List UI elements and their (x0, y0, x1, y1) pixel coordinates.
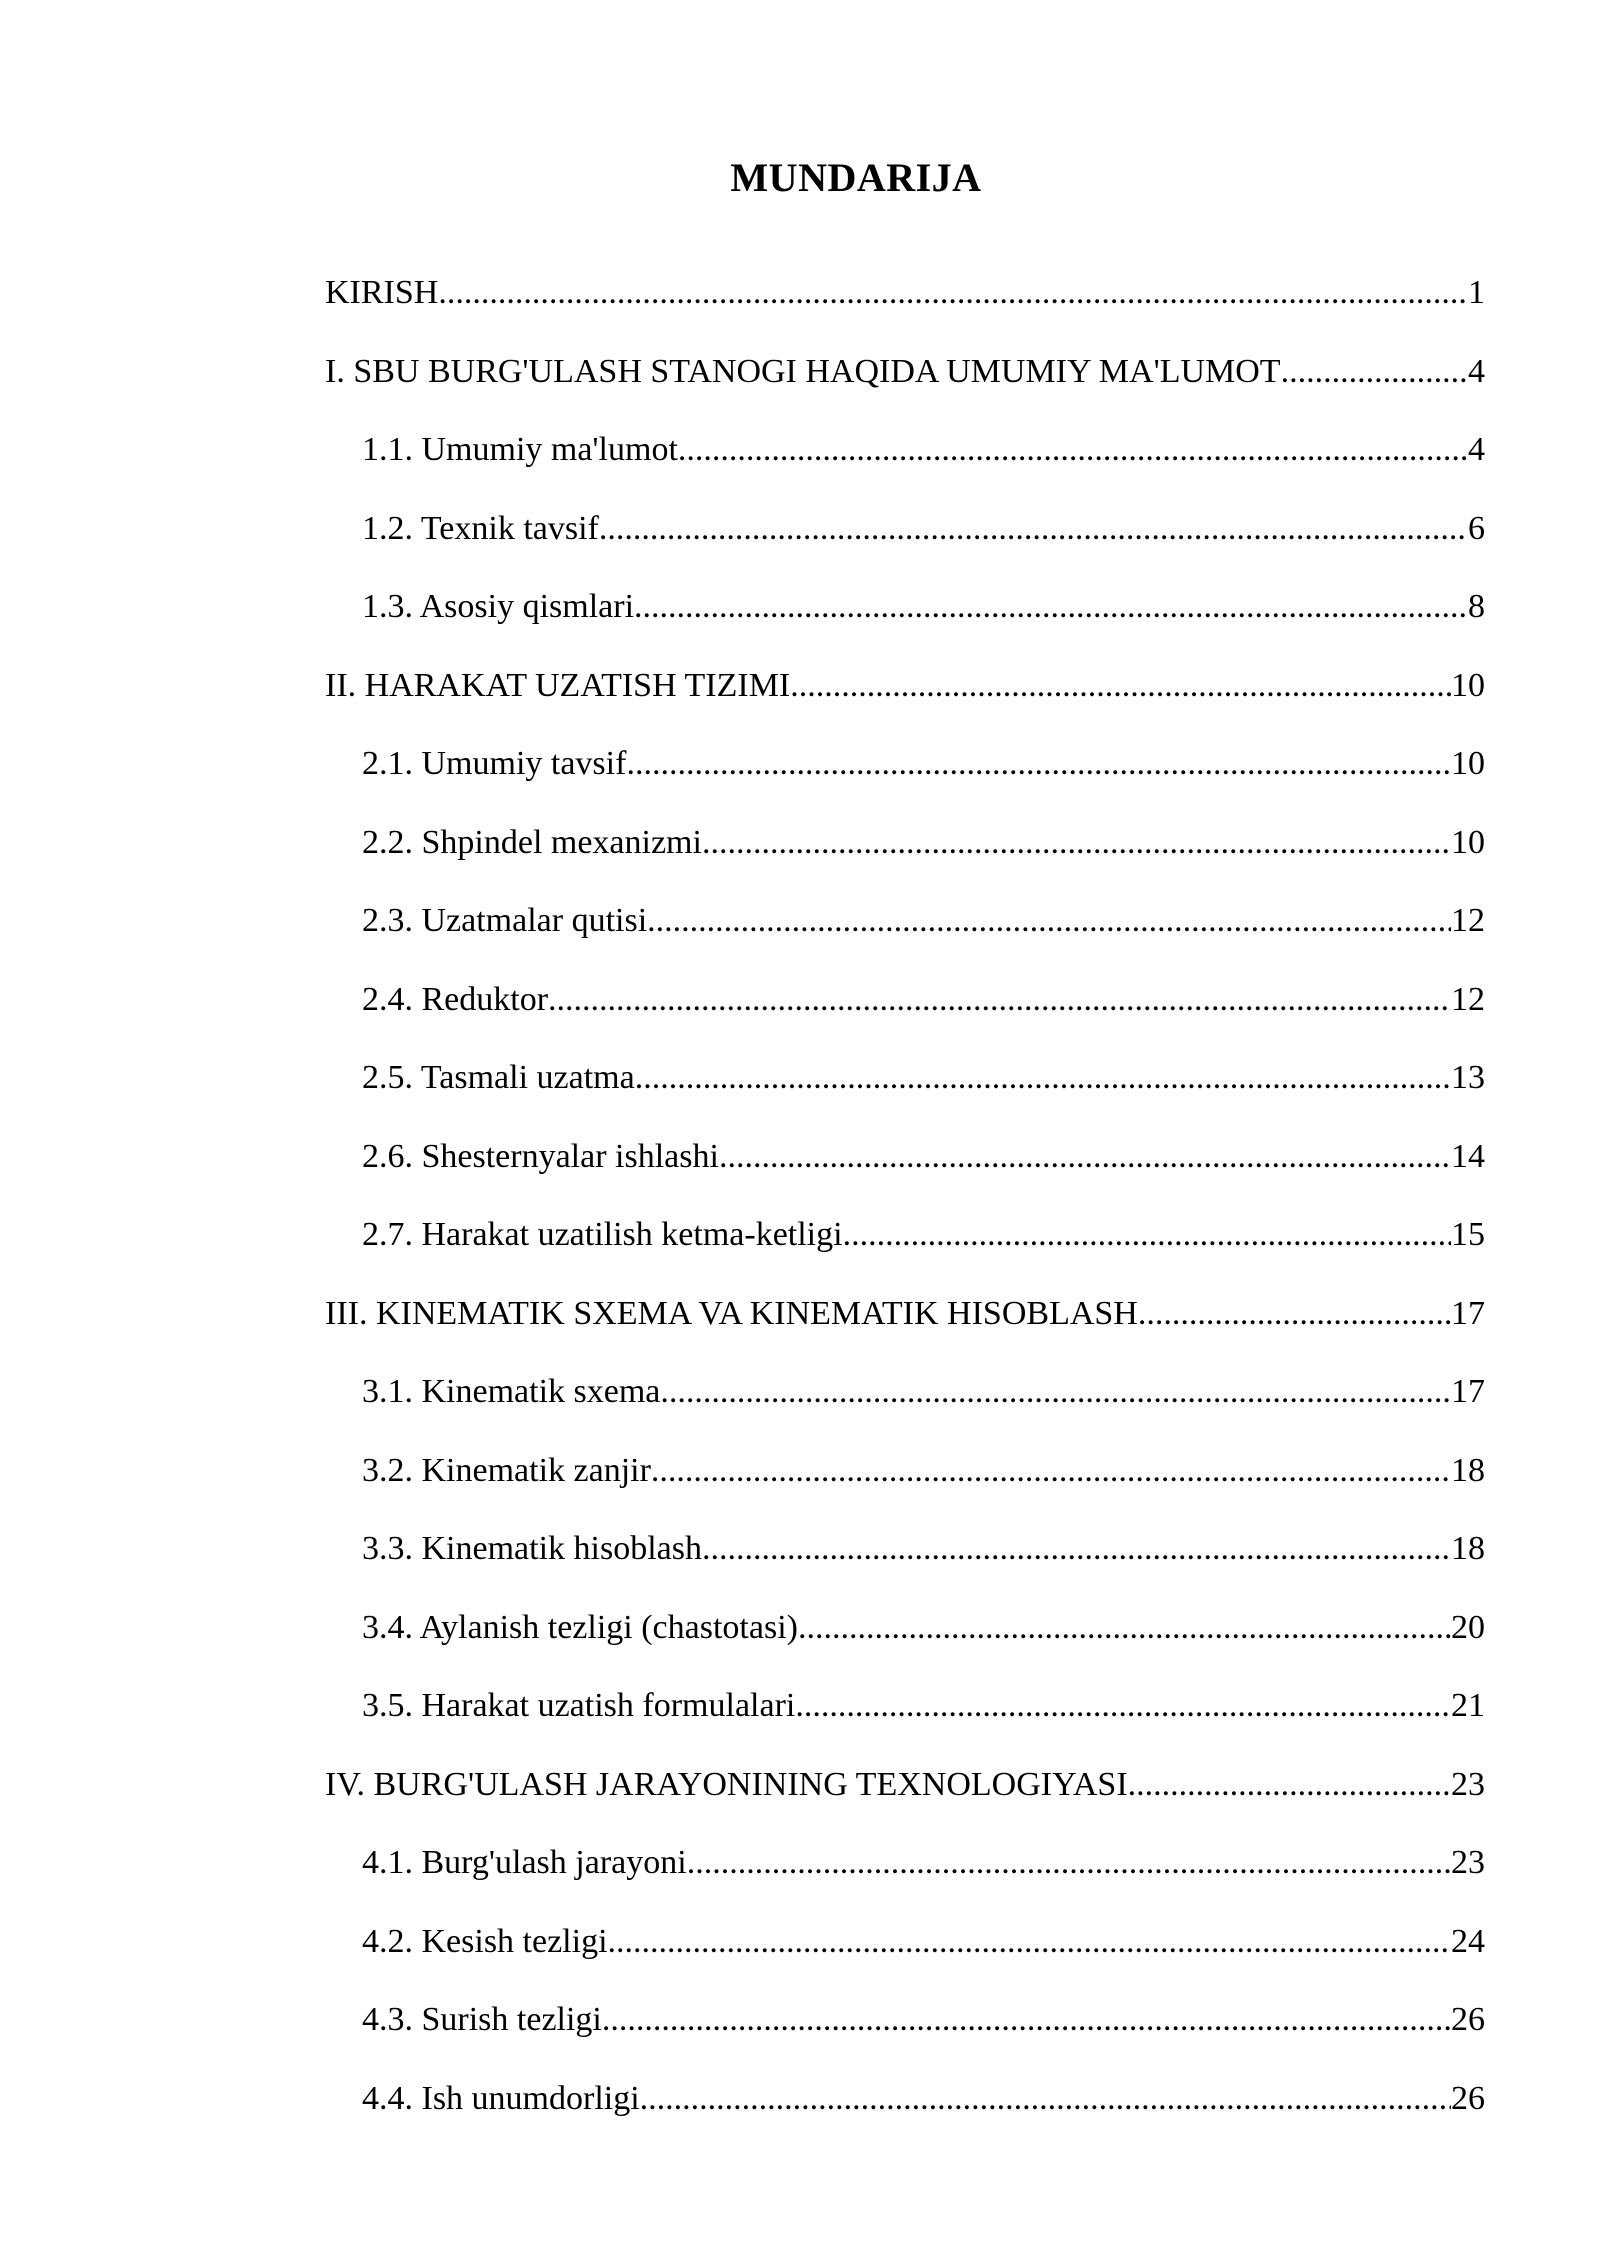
toc-entry-label: I. SBU BURG'ULASH STANOGI HAQIDA UMUMIY MA'LUMOT (325, 352, 1281, 390)
toc-entry-label: 2.5. Tasmali uzatma (362, 1059, 635, 1097)
toc-dot-leader (702, 823, 1451, 863)
toc-entry[interactable] (325, 254, 1485, 333)
toc-entry[interactable] (325, 490, 1485, 569)
toc-entry[interactable] (325, 333, 1485, 412)
toc-entry[interactable] (325, 568, 1485, 647)
toc-entry-label: 2.2. Shpindel mexanizmi (362, 823, 702, 861)
toc-dot-leader (790, 666, 1451, 706)
toc-dot-leader (548, 980, 1451, 1020)
toc-entry-label: 3.5. Harakat uzatish formulalari (362, 1687, 796, 1725)
toc-entry-page-number: 10 (1451, 745, 1485, 783)
toc-entry-page-number: 26 (1451, 2079, 1485, 2117)
toc-entry-label: 3.1. Kinematik sxema (362, 1373, 661, 1411)
toc-entry-page-number: 23 (1451, 1844, 1485, 1882)
toc-dot-leader (1281, 352, 1468, 392)
toc-entry-page-number: 1 (1468, 274, 1485, 312)
toc-dot-leader (626, 744, 1451, 784)
toc-entry-label: 3.3. Kinematik hisoblash (362, 1530, 702, 1568)
toc-entry-page-number: 13 (1451, 1059, 1485, 1097)
toc-entry-page-number: 12 (1451, 980, 1485, 1018)
toc-entry-label: II. HARAKAT UZATISH TIZIMI (325, 666, 791, 704)
toc-dot-leader (843, 1215, 1451, 1255)
toc-entry-page-number: 21 (1451, 1687, 1485, 1725)
toc-entry-label: 3.4. Aylanish tezligi (chastotasi) (362, 1608, 798, 1646)
toc-dot-leader (795, 1686, 1451, 1726)
toc-dot-leader (602, 2000, 1451, 2040)
toc-entry-label: 1.2. Texnik tavsif (362, 509, 599, 547)
toc-dot-leader (660, 1372, 1451, 1412)
page-title: MUNDARIJA (730, 155, 982, 200)
toc-entry[interactable] (325, 1903, 1485, 1982)
toc-entry-page-number: 14 (1451, 1137, 1485, 1175)
toc-dot-leader (599, 509, 1468, 549)
toc-dot-leader (687, 1843, 1451, 1883)
toc-entry-page-number: 15 (1451, 1216, 1485, 1254)
toc-entry[interactable] (325, 882, 1485, 961)
toc-entry[interactable] (325, 1432, 1485, 1511)
toc-entry-page-number: 4 (1468, 352, 1485, 390)
toc-entry-label: 4.4. Ish unumdorligi (362, 2079, 640, 2117)
toc-entry-label: 2.3. Uzatmalar qutisi (362, 902, 648, 940)
toc-dot-leader (608, 1922, 1451, 1962)
toc-entry-label: 2.1. Umumiy tavsif (362, 745, 627, 783)
toc-entry[interactable] (325, 1118, 1485, 1197)
toc-entry-page-number: 17 (1451, 1373, 1485, 1411)
toc-entry-label: IV. BURG'ULASH JARAYONINING TEXNOLOGIYASI (325, 1765, 1128, 1803)
toc-entry[interactable] (325, 1510, 1485, 1589)
toc-entry[interactable] (325, 1275, 1485, 1354)
toc-entry[interactable] (325, 1589, 1485, 1668)
toc-dot-leader (719, 1137, 1451, 1177)
toc-entry[interactable] (325, 725, 1485, 804)
toc-dot-leader (702, 1529, 1451, 1569)
toc-entry-label: 2.4. Reduktor (362, 980, 549, 1018)
toc-dot-leader (1138, 1294, 1451, 1334)
toc-entry[interactable] (325, 1196, 1485, 1275)
toc-entry-page-number: 18 (1451, 1451, 1485, 1489)
toc-entry-page-number: 24 (1451, 1922, 1485, 1960)
toc-dot-leader (1128, 1765, 1451, 1805)
toc-entry[interactable] (325, 1353, 1485, 1432)
toc-dot-leader (634, 587, 1468, 627)
toc-entry-label: 4.1. Burg'ulash jarayoni (362, 1844, 687, 1882)
toc-dot-leader (640, 2079, 1451, 2119)
toc-entry-page-number: 12 (1451, 902, 1485, 940)
toc-entry[interactable] (325, 1039, 1485, 1118)
toc-entry-page-number: 10 (1451, 823, 1485, 861)
toc-dot-leader (798, 1608, 1451, 1648)
toc-entry-page-number: 18 (1451, 1530, 1485, 1568)
toc-entry[interactable] (325, 411, 1485, 490)
toc-entry-label: 1.3. Asosiy qismlari (362, 588, 635, 626)
toc-entry-label: 2.6. Shesternyalar ishlashi (362, 1137, 719, 1175)
toc-entry-page-number: 17 (1451, 1294, 1485, 1332)
table-of-contents (325, 254, 1485, 2138)
toc-entry[interactable] (325, 647, 1485, 726)
toc-entry-label: 4.3. Surish tezligi (362, 2001, 602, 2039)
toc-entry-page-number: 26 (1451, 2001, 1485, 2039)
toc-entry-page-number: 8 (1468, 588, 1485, 626)
toc-dot-leader (651, 1451, 1451, 1491)
toc-dot-leader (647, 901, 1451, 941)
toc-entry[interactable] (325, 2060, 1485, 2139)
toc-entry-label: III. KINEMATIK SXEMA VA KINEMATIK HISOBLASH (325, 1294, 1138, 1332)
toc-entry-label: 4.2. Kesish tezligi (362, 1922, 608, 1960)
toc-entry-label: 2.7. Harakat uzatilish ketma-ketligi (362, 1216, 843, 1254)
toc-dot-leader (635, 1058, 1451, 1098)
toc-entry-page-number: 4 (1468, 431, 1485, 469)
toc-entry-page-number: 10 (1451, 666, 1485, 704)
toc-dot-leader (438, 273, 1468, 313)
toc-entry[interactable] (325, 1746, 1485, 1825)
toc-entry-page-number: 23 (1451, 1765, 1485, 1803)
toc-entry-page-number: 20 (1451, 1608, 1485, 1646)
toc-entry[interactable] (325, 804, 1485, 883)
toc-entry-page-number: 6 (1468, 509, 1485, 547)
toc-entry[interactable] (325, 1981, 1485, 2060)
toc-entry[interactable] (325, 1667, 1485, 1746)
toc-entry-label: 1.1. Umumiy ma'lumot (362, 431, 678, 469)
toc-entry[interactable] (325, 961, 1485, 1040)
toc-entry-label: 3.2. Kinematik zanjir (362, 1451, 651, 1489)
toc-entry-label: KIRISH (325, 274, 439, 312)
toc-dot-leader (678, 430, 1468, 470)
toc-entry[interactable] (325, 1824, 1485, 1903)
